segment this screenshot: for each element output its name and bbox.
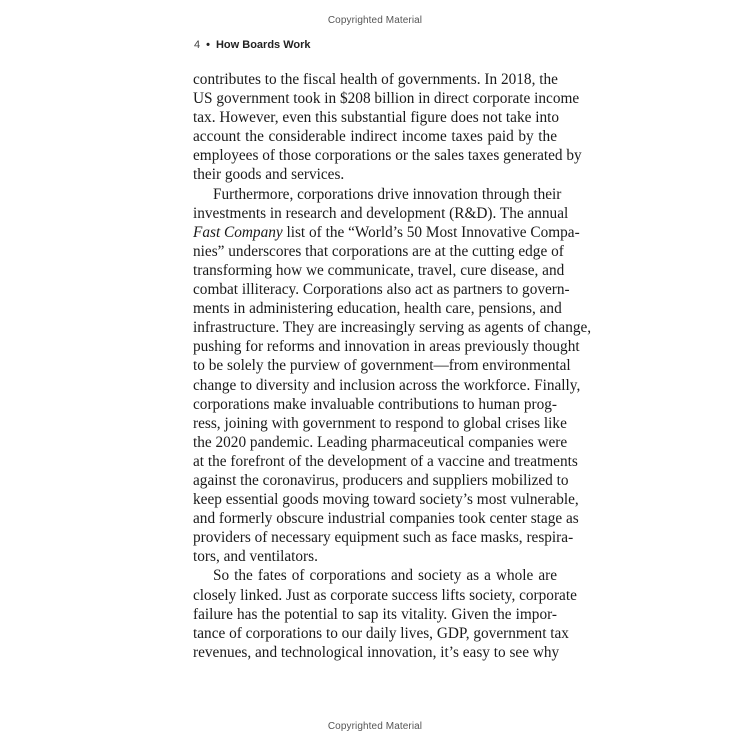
text-line: against the coronavirus, producers and suppliers mobilized to (193, 471, 569, 489)
text-line: tance of corporations to our daily lives, GDP, government tax (193, 624, 569, 642)
text-line: Fast Company list of the “World’s 50 Most Innovative Compa- (193, 223, 580, 241)
text-line: and formerly obscure industrial companies took center stage as (193, 510, 579, 528)
text-line: employees of those corporations or the sales taxes generated by (193, 147, 582, 165)
text-line: account the considerable indirect income taxes paid by the (193, 128, 557, 146)
running-header (194, 39, 311, 51)
text-line: US government took in $208 billion in direct corporate income (193, 90, 580, 108)
text-line: ments in administering education, health care, pensions, and (193, 300, 562, 318)
text-line: contributes to the fiscal health of governments. In 2018, the (193, 71, 558, 88)
copyright-notice-bottom: Copyrighted Material (327, 721, 423, 732)
text-line: tors, and ventilators. (193, 548, 318, 566)
text-line: their goods and services. (193, 166, 345, 184)
text-line: infrastructure. They are increasingly serving as agents of change, (193, 319, 592, 337)
text-line: investments in research and development (R&D). The annual (193, 204, 569, 222)
text-line: ress, joining with government to respond to global crises like (193, 414, 567, 432)
copyright-notice-top: Copyrighted Material (327, 15, 423, 26)
text-line: to be solely the purview of government—from environmental (193, 357, 571, 375)
text-line: failure has the potential to sap its vitality. Given the impor- (193, 605, 557, 623)
paragraph (193, 70, 582, 185)
text-line: So the fates of corporations and society as a whole are (213, 567, 557, 585)
text-line: change to diversity and inclusion across the workforce. Finally, (193, 376, 581, 394)
text-line: keep essential goods moving toward society’s most vulnerable, (193, 491, 579, 509)
text-line: combat illiteracy. Corporations also act as partners to govern- (193, 281, 570, 299)
italic-title: Fast Company (193, 223, 283, 241)
text-line: providers of necessary equipment such as face masks, respira- (193, 529, 574, 547)
page-number: 4 (194, 39, 201, 51)
text-line: tax. However, even this substantial figure does not take into (193, 109, 559, 127)
text-line: closely linked. Just as corporate success lifts society, corporate (193, 586, 577, 604)
text-line: the 2020 pandemic. Leading pharmaceutical companies were (193, 433, 568, 451)
text-line: transforming how we communicate, travel, cure disease, and (193, 261, 565, 279)
paragraph (193, 566, 577, 661)
bullet-separator: • (206, 39, 210, 51)
paragraph (193, 185, 592, 567)
book-title: How Boards Work (215, 39, 311, 51)
text-line: Furthermore, corporations drive innovation through their (213, 185, 562, 203)
text-line: pushing for reforms and innovation in areas previously thought (193, 338, 580, 356)
text-line: corporations make invaluable contributions to human prog- (193, 395, 557, 413)
body-text (193, 70, 592, 662)
text-line: nies” underscores that corporations are at the cutting edge of (193, 242, 564, 260)
text-line: at the forefront of the development of a vaccine and treatments (193, 452, 578, 470)
text-line: revenues, and technological innovation, it’s easy to see why (193, 643, 560, 661)
